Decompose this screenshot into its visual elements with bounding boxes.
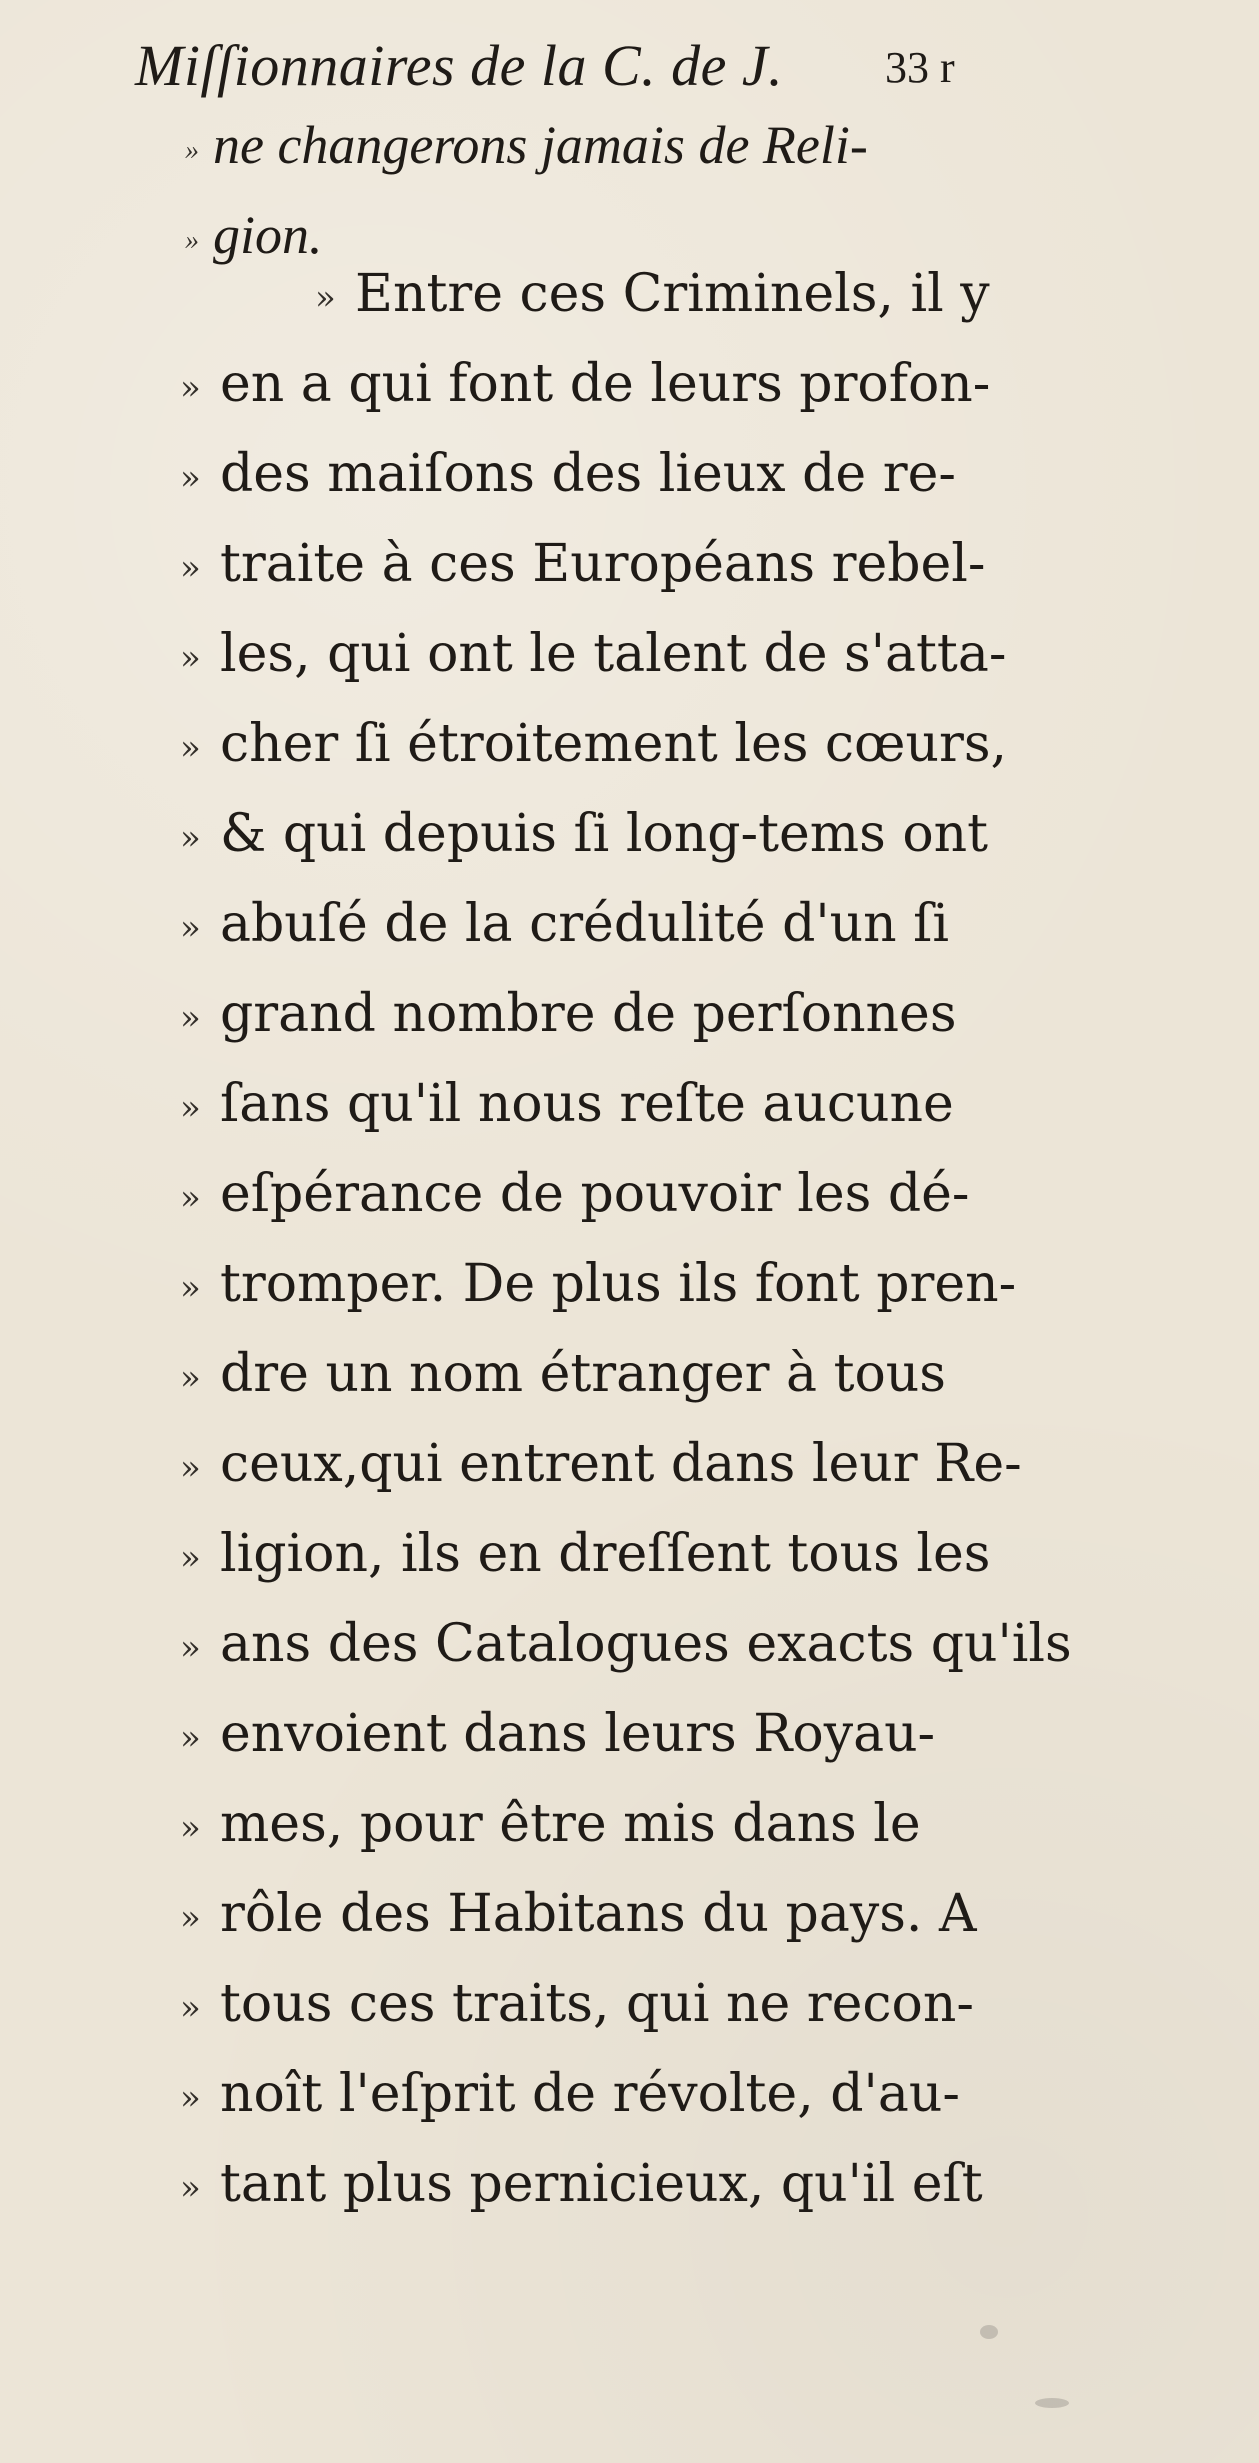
line-text: noît l'eſprit de révolte, d'au- xyxy=(220,2064,960,2124)
quote-mark: » xyxy=(180,1537,201,1578)
quote-mark: » xyxy=(180,1177,201,1218)
quote-mark: » xyxy=(180,1087,201,1128)
text-line xyxy=(180,714,1008,774)
quote-mark: » xyxy=(180,1447,201,1488)
quote-mark: » xyxy=(180,457,201,498)
text-line xyxy=(315,264,990,324)
line-text: des maiſons des lieux de re- xyxy=(220,444,956,504)
line-text: ans des Catalogues exacts qu'ils xyxy=(220,1614,1072,1674)
quote-mark: » xyxy=(185,134,199,166)
quote-mark: » xyxy=(180,1807,201,1848)
quote-mark: » xyxy=(180,817,201,858)
text-line xyxy=(180,1884,977,1944)
quote-mark: » xyxy=(180,2167,201,2208)
page-number: 33 r xyxy=(885,43,955,92)
line-text: eſpérance de pouvoir les dé- xyxy=(220,1164,970,1224)
text-line xyxy=(180,1974,974,2034)
quote-mark: » xyxy=(180,907,201,948)
text-line xyxy=(180,804,989,864)
text-line xyxy=(185,115,868,175)
text-line xyxy=(180,534,986,594)
text-line xyxy=(180,2154,983,2214)
quote-mark: » xyxy=(315,277,336,318)
line-text: abuſé de la crédulité d'un ſi xyxy=(220,894,950,954)
line-text: dre un nom étranger à tous xyxy=(220,1344,946,1404)
line-text: ne changerons jamais de Reli- xyxy=(213,115,868,175)
line-text: cher ſi étroitement les cœurs, xyxy=(220,714,1008,774)
quote-mark: » xyxy=(180,727,201,768)
text-line xyxy=(180,1344,946,1404)
line-text: ſans qu'il nous reſte aucune xyxy=(220,1074,954,1134)
quote-mark: » xyxy=(180,1357,201,1398)
text-line xyxy=(180,1254,1017,1314)
text-line xyxy=(180,444,956,504)
paper-speck xyxy=(980,2325,998,2339)
text-line xyxy=(180,1434,1022,1494)
text-line xyxy=(180,894,950,954)
quote-mark: » xyxy=(180,1987,201,2028)
quote-mark: » xyxy=(180,547,201,588)
line-text: les, qui ont le talent de s'atta- xyxy=(220,624,1007,684)
quote-mark: » xyxy=(185,224,199,256)
text-line xyxy=(180,1164,970,1224)
text-line xyxy=(180,624,1007,684)
running-head: Miſſionnaires de la C. de J. xyxy=(135,33,784,98)
line-text: tous ces traits, qui ne recon- xyxy=(220,1974,974,2034)
line-text: rôle des Habitans du pays. A xyxy=(220,1884,977,1944)
line-text: & qui depuis ſi long-tems ont xyxy=(220,804,989,864)
quote-mark: » xyxy=(180,997,201,1038)
line-text: ligion, ils en dreſſent tous les xyxy=(220,1524,991,1584)
line-text: en a qui font de leurs profon- xyxy=(220,354,991,414)
line-text: envoient dans leurs Royau- xyxy=(220,1704,936,1764)
text-line xyxy=(180,1794,921,1854)
text-line xyxy=(180,1704,936,1764)
paper-speck xyxy=(1035,2398,1069,2408)
text-line xyxy=(185,205,323,265)
quote-mark: » xyxy=(180,367,201,408)
quote-mark: » xyxy=(180,637,201,678)
line-text: grand nombre de perſonnes xyxy=(220,984,957,1044)
quote-mark: » xyxy=(180,2077,201,2118)
line-text: tant plus pernicieux, qu'il eſt xyxy=(220,2154,983,2214)
text-line xyxy=(180,2064,960,2124)
quote-mark: » xyxy=(180,1897,201,1938)
quote-mark: » xyxy=(180,1717,201,1758)
line-text: ceux,qui entrent dans leur Re- xyxy=(220,1434,1022,1494)
text-line xyxy=(180,1074,954,1134)
line-text: Entre ces Criminels, il y xyxy=(355,264,990,324)
quote-mark: » xyxy=(180,1267,201,1308)
text-line xyxy=(180,984,957,1044)
quote-mark: » xyxy=(180,1627,201,1668)
line-text: mes, pour être mis dans le xyxy=(220,1794,921,1854)
line-text: tromper. De plus ils font pren- xyxy=(220,1254,1017,1314)
text-line xyxy=(180,1524,991,1584)
text-line xyxy=(180,1614,1072,1674)
line-text: gion. xyxy=(213,205,323,265)
line-text: traite à ces Européans rebel- xyxy=(220,534,986,594)
text-line xyxy=(180,354,991,414)
